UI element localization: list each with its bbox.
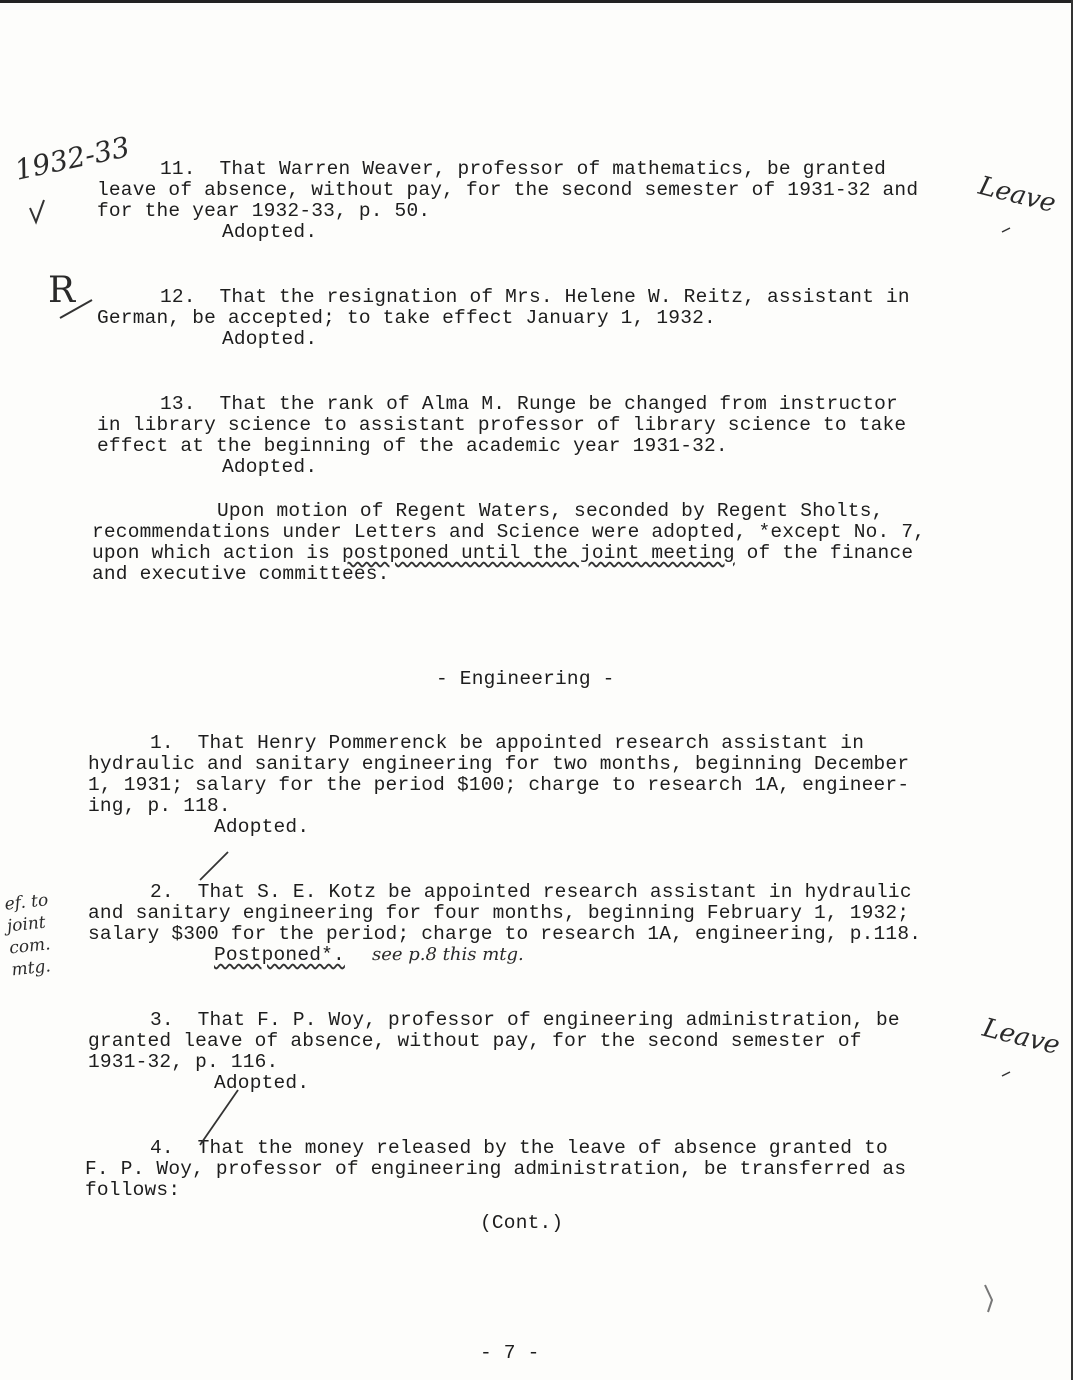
eng-2-line-2: and sanitary engineering for four months, beginning February 1, 1932; [88, 902, 910, 924]
eng-3-line-2: granted leave of absence, without pay, for the second semester of [88, 1030, 862, 1052]
item-11-line-1: 11. That Warren Weaver, professor of mathematics, be granted [160, 158, 887, 180]
eng-1-line-3: 1, 1931; salary for the period $100; charge to research 1A, engineer- [88, 774, 910, 796]
eng-4-line-2: F. P. Woy, professor of engineering administration, be transferred as [85, 1158, 907, 1180]
eng-1-line-2: hydraulic and sanitary engineering for two months, beginning December [88, 753, 910, 775]
motion-line-2: recommendations under Letters and Science were adopted, *except No. 7, [92, 521, 926, 543]
eng-3-status: Adopted. [214, 1072, 310, 1094]
item-11-line-3: for the year 1932-33, p. 50. [97, 200, 431, 222]
continued-marker: (Cont.) [480, 1212, 564, 1234]
page-number: - 7 - [480, 1342, 540, 1364]
eng-2-line-1: 2. That S. E. Kotz be appointed research assistant in hydraulic [150, 881, 912, 903]
small-mark-icon [1002, 1072, 1010, 1076]
scan-smudge-icon [985, 1285, 992, 1312]
item-12-line-1: 12. That the resignation of Mrs. Helene W. Reitz, assistant in [160, 286, 910, 308]
eng-3-line-3: 1931-32, p. 116. [88, 1051, 279, 1073]
motion-line-4: and executive committees. [92, 563, 390, 585]
small-mark-icon [1002, 228, 1010, 232]
postponed-underline: postponed until the joint meeting [341, 542, 735, 564]
item-13-line-2: in library science to assistant professor of library science to take [97, 414, 907, 436]
handwritten-leave-2: Leave [979, 1012, 1063, 1062]
item-12-line-2: German, be accepted; to take effect January 1, 1932. [97, 307, 716, 329]
tick-mark-icon [200, 852, 228, 880]
handwritten-year: 1932-33 [11, 130, 133, 187]
item-13-status: Adopted. [222, 456, 318, 478]
check-icon [30, 200, 44, 222]
tick-mark-icon [200, 1090, 238, 1145]
eng-1-line-1: 1. That Henry Pommerenck be appointed research assistant in [150, 732, 865, 754]
eng-3-line-1: 3. That F. P. Woy, professor of engineering administration, be [150, 1009, 900, 1031]
handwritten-leave-1: Leave [975, 170, 1059, 220]
eng-4-line-3: follows: [85, 1179, 181, 1201]
eng-1-line-4: ing, p. 118. [88, 795, 231, 817]
eng-1-status: Adopted. [214, 816, 310, 838]
eng-4-line-1: 4. That the money released by the leave of absence granted to [150, 1137, 888, 1159]
section-heading-engineering: - Engineering - [436, 668, 615, 690]
item-11-status: Adopted. [222, 221, 318, 243]
motion-line-3: upon which action is postponed until the joint meeting of the finance [92, 542, 914, 564]
slash-mark-icon [60, 300, 92, 318]
item-12-status: Adopted. [222, 328, 318, 350]
item-13-line-1: 13. That the rank of Alma M. Runge be changed from instructor [160, 393, 898, 415]
handwritten-see-note: see p.8 this mtg. [372, 944, 524, 965]
item-13-line-3: effect at the beginning of the academic year 1931-32. [97, 435, 728, 457]
handwritten-r-mark: R [48, 270, 76, 311]
eng-2-status: Postponed*. [214, 944, 345, 966]
motion-line-1: Upon motion of Regent Waters, seconded by Regent Sholts, [217, 500, 884, 522]
item-11-line-2: leave of absence, without pay, for the second semester of 1931-32 and [97, 179, 919, 201]
eng-2-line-3: salary $300 for the period; charge to research 1A, engineering, p.118. [88, 923, 922, 945]
handwritten-margin-note: ef. to joint com. mtg. [3, 890, 52, 981]
